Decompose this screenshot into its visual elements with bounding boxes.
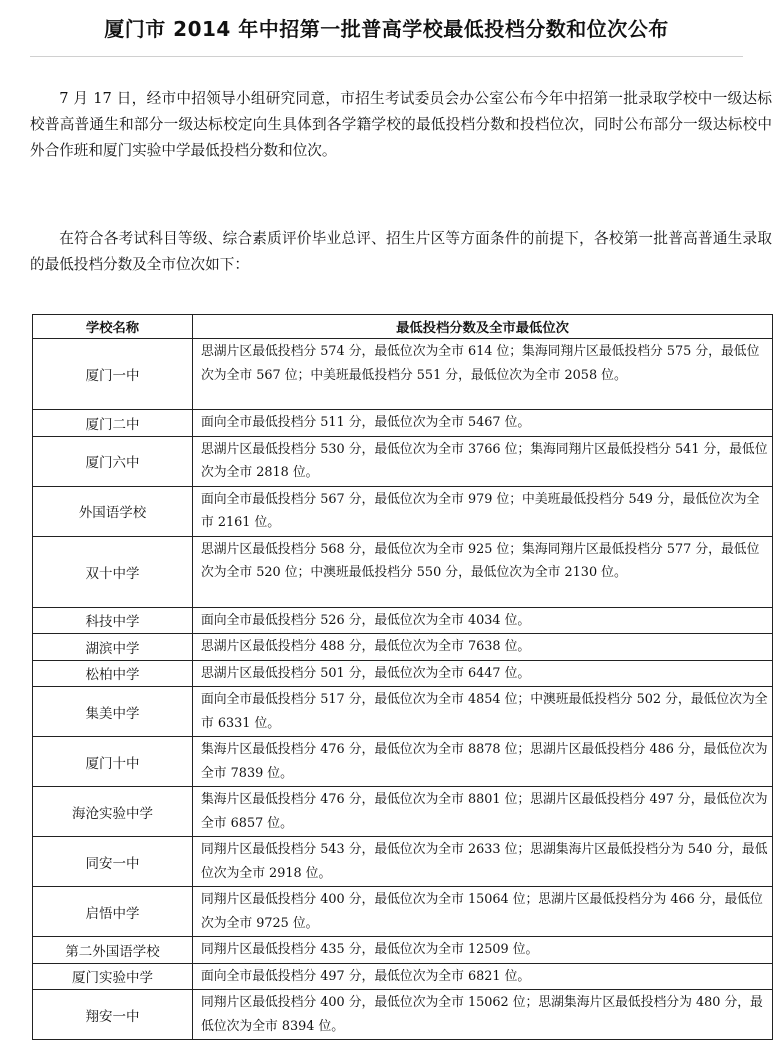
- school-name: 松柏中学: [33, 660, 193, 687]
- school-name: 海沧实验中学: [33, 787, 193, 837]
- table-row: [33, 486, 773, 536]
- school-name: 双十中学: [33, 536, 193, 607]
- school-name: 厦门二中: [33, 410, 193, 437]
- school-name: 厦门一中: [33, 339, 193, 410]
- document-title: 厦门市 2014 年中招第一批普高学校最低投档分数和位次公布: [104, 17, 669, 41]
- table-row: [33, 937, 773, 964]
- table-row: [33, 339, 773, 410]
- table-row: [33, 607, 773, 634]
- score-detail: 面向全市最低投档分 526 分，最低位次为全市 4034 位。: [193, 607, 773, 634]
- header-school-name: 学校名称: [33, 315, 193, 339]
- school-name: 科技中学: [33, 607, 193, 634]
- header-score-rank: 最低投档分数及全市最低位次: [193, 315, 773, 339]
- table-row: [33, 887, 773, 937]
- score-detail: 同翔片区最低投档分 400 分，最低位次为全市 15062 位；思湖集海片区最低投档分为 480 分，最低位次为全市 8394 位。: [193, 990, 773, 1040]
- school-name: 厦门十中: [33, 737, 193, 787]
- school-name: 同安一中: [33, 837, 193, 887]
- table-row: [33, 837, 773, 887]
- score-detail: 面向全市最低投档分 511 分，最低位次为全市 5467 位。: [193, 410, 773, 437]
- score-detail: 集海片区最低投档分 476 分，最低位次为全市 8878 位；思湖片区最低投档分 486 分，最低位次为全市 7839 位。: [193, 737, 773, 787]
- table-row: [33, 737, 773, 787]
- school-name: 厦门实验中学: [33, 963, 193, 990]
- school-name: 集美中学: [33, 687, 193, 737]
- score-detail: 集海片区最低投档分 476 分，最低位次为全市 8801 位；思湖片区最低投档分 497 分，最低位次为全市 6857 位。: [193, 787, 773, 837]
- table-row: [33, 963, 773, 990]
- score-detail: 面向全市最低投档分 497 分，最低位次为全市 6821 位。: [193, 963, 773, 990]
- score-detail: 思湖片区最低投档分 501 分，最低位次为全市 6447 位。: [193, 660, 773, 687]
- table-row: [33, 436, 773, 486]
- table-row: [33, 787, 773, 837]
- score-table: [32, 314, 773, 1040]
- table-row: [33, 990, 773, 1040]
- score-detail: 同翔片区最低投档分 435 分，最低位次为全市 12509 位。: [193, 937, 773, 964]
- score-detail: 面向全市最低投档分 517 分，最低位次为全市 4854 位；中澳班最低投档分 502 分，最低位次为全市 6331 位。: [193, 687, 773, 737]
- score-detail: 思湖片区最低投档分 574 分，最低位次为全市 614 位；集海同翔片区最低投档分 575 分，最低位次为全市 567 位；中美班最低投档分 551 分，最低位次为全市 2058 位。: [193, 339, 773, 410]
- score-detail: 思湖片区最低投档分 488 分，最低位次为全市 7638 位。: [193, 634, 773, 661]
- title-divider: [30, 56, 743, 57]
- table-row: [33, 536, 773, 607]
- table-row: [33, 634, 773, 661]
- table-row: [33, 410, 773, 437]
- school-name: 外国语学校: [33, 486, 193, 536]
- score-detail: 面向全市最低投档分 567 分，最低位次为全市 979 位；中美班最低投档分 549 分，最低位次为全市 2161 位。: [193, 486, 773, 536]
- criteria-paragraph: 在符合各考试科目等级、综合素质评价毕业总评、招生片区等方面条件的前提下，各校第一批普高普通生录取的最低投档分数及全市位次如下：: [30, 230, 772, 273]
- intro-paragraph: 7 月 17 日，经市中招领导小组研究同意，市招生考试委员会办公室公布今年中招第一批录取学校中一级达标校普高普通生和部分一级达标校定向生具体到各学籍学校的最低投档分数和投档位次，同时公布部分一级达标校中外合作班和厦门实验中学最低投档分数和位次。: [30, 90, 772, 159]
- school-name: 厦门六中: [33, 436, 193, 486]
- school-name: 翔安一中: [33, 990, 193, 1040]
- school-name: 湖滨中学: [33, 634, 193, 661]
- score-detail: 思湖片区最低投档分 568 分，最低位次为全市 925 位；集海同翔片区最低投档分 577 分，最低位次为全市 520 位；中澳班最低投档分 550 分，最低位次为全市 2130 位。: [193, 536, 773, 607]
- score-detail: 思湖片区最低投档分 530 分，最低位次为全市 3766 位；集海同翔片区最低投档分 541 分，最低位次为全市 2818 位。: [193, 436, 773, 486]
- score-detail: 同翔片区最低投档分 543 分，最低位次为全市 2633 位；思湖集海片区最低投档分为 540 分，最低位次为全市 2918 位。: [193, 837, 773, 887]
- score-detail: 同翔片区最低投档分 400 分，最低位次为全市 15064 位；思湖片区最低投档分为 466 分，最低位次为全市 9725 位。: [193, 887, 773, 937]
- table-row: [33, 687, 773, 737]
- table-header-row: [33, 315, 773, 339]
- school-name: 启悟中学: [33, 887, 193, 937]
- school-name: 第二外国语学校: [33, 937, 193, 964]
- table-row: [33, 660, 773, 687]
